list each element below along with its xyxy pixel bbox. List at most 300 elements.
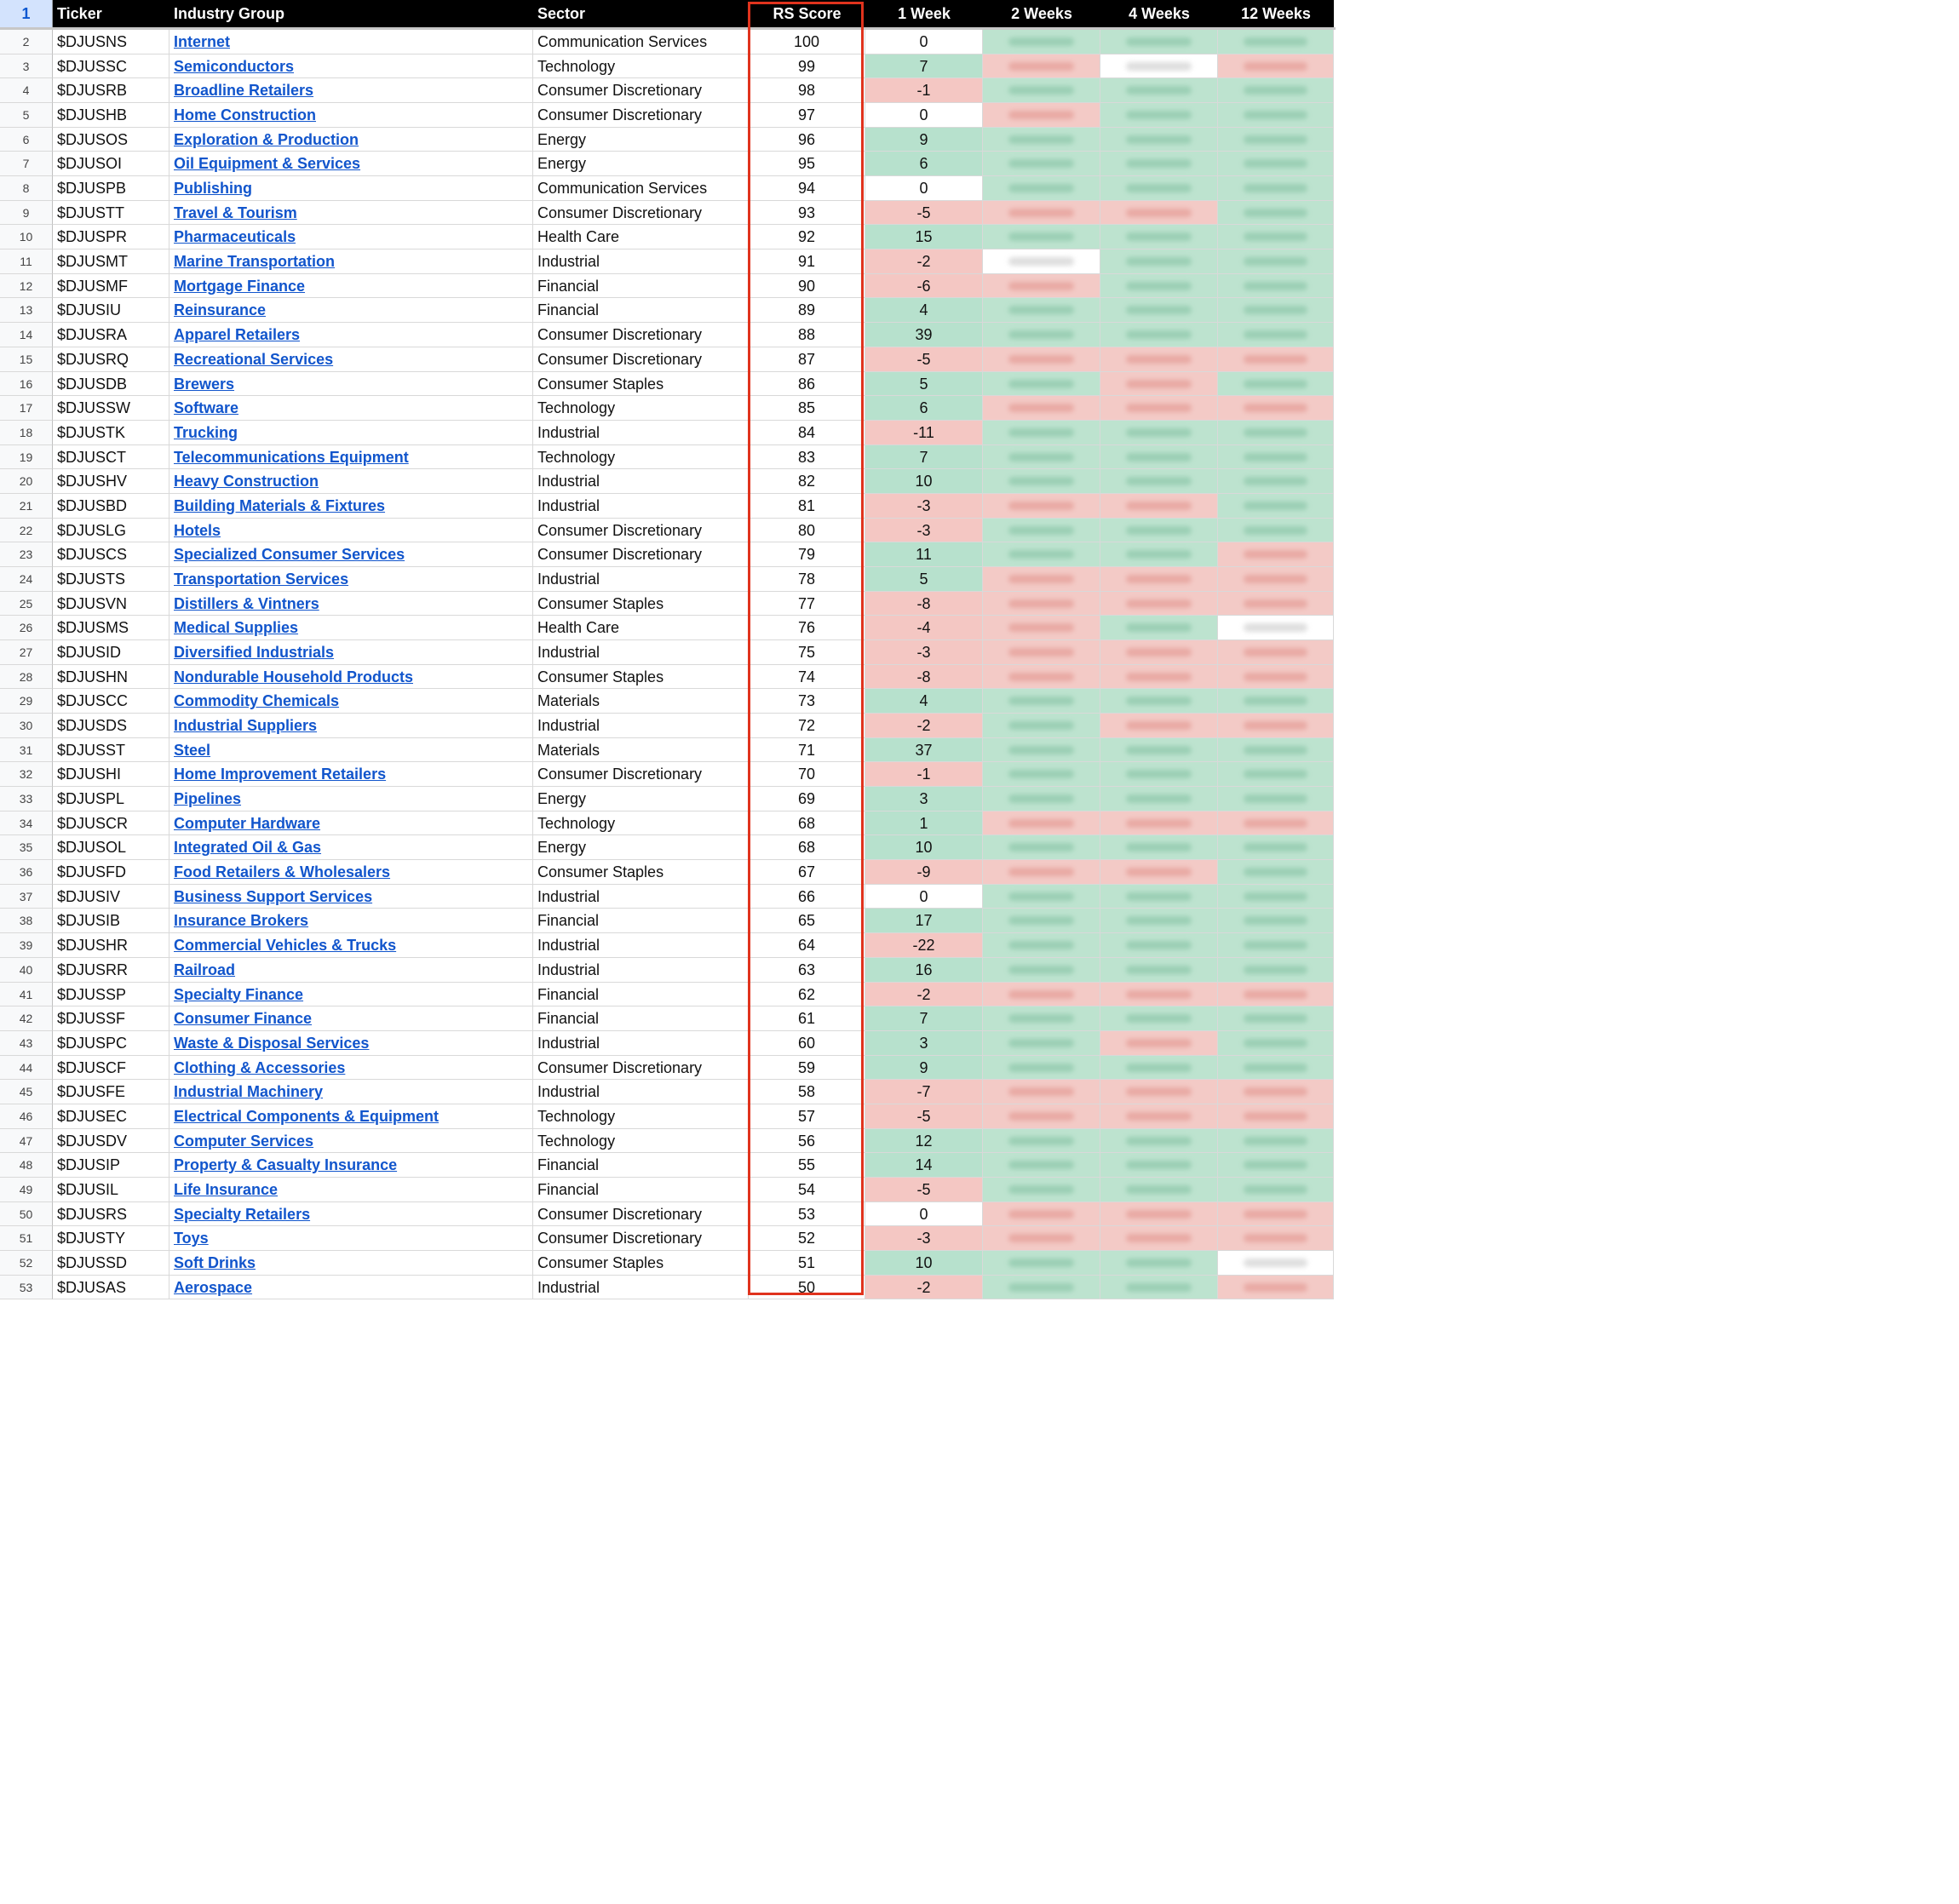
sector-cell[interactable]: Communication Services <box>533 176 749 201</box>
two-weeks-cell-blurred[interactable] <box>983 958 1100 983</box>
twelve-weeks-cell-blurred[interactable] <box>1218 54 1334 79</box>
industry-group-link[interactable]: Software <box>174 399 239 417</box>
industry-group-link[interactable]: Telecommunications Equipment <box>174 448 409 466</box>
four-weeks-cell-blurred[interactable] <box>1100 225 1218 249</box>
ticker-cell[interactable]: $DJUSHV <box>53 469 169 494</box>
sector-cell[interactable]: Consumer Discretionary <box>533 1202 749 1227</box>
industry-group-link[interactable]: Commodity Chemicals <box>174 692 340 710</box>
one-week-change-cell[interactable]: -3 <box>865 519 983 543</box>
industry-group-cell[interactable] <box>169 1226 533 1251</box>
ticker-cell[interactable]: $DJUSIU <box>53 298 169 323</box>
twelve-weeks-cell-blurred[interactable] <box>1218 396 1334 421</box>
ticker-cell[interactable]: $DJUSCF <box>53 1056 169 1081</box>
industry-group-link[interactable]: Electrical Components & Equipment <box>174 1107 439 1125</box>
industry-group-cell[interactable] <box>169 469 533 494</box>
two-weeks-cell-blurred[interactable] <box>983 298 1100 323</box>
two-weeks-cell-blurred[interactable] <box>983 1104 1100 1129</box>
row-number[interactable]: 52 <box>0 1251 53 1276</box>
row-number[interactable]: 22 <box>0 519 53 543</box>
ticker-cell[interactable]: $DJUSOL <box>53 835 169 860</box>
one-week-change-cell[interactable]: -2 <box>865 249 983 274</box>
sector-cell[interactable]: Financial <box>533 983 749 1007</box>
four-weeks-cell-blurred[interactable] <box>1100 421 1218 445</box>
one-week-change-cell[interactable]: -22 <box>865 933 983 958</box>
two-weeks-cell-blurred[interactable] <box>983 421 1100 445</box>
industry-group-cell[interactable] <box>169 1080 533 1104</box>
one-week-change-cell[interactable]: 16 <box>865 958 983 983</box>
four-weeks-cell-blurred[interactable] <box>1100 396 1218 421</box>
ticker-cell[interactable]: $DJUSTS <box>53 567 169 592</box>
four-weeks-cell-blurred[interactable] <box>1100 78 1218 103</box>
ticker-cell[interactable]: $DJUSEC <box>53 1104 169 1129</box>
industry-group-cell[interactable] <box>169 1251 533 1276</box>
rs-score-cell[interactable]: 78 <box>749 567 865 592</box>
rs-score-cell[interactable]: 62 <box>749 983 865 1007</box>
ticker-cell[interactable]: $DJUSHN <box>53 665 169 690</box>
sector-cell[interactable]: Consumer Discretionary <box>533 1226 749 1251</box>
twelve-weeks-cell-blurred[interactable] <box>1218 128 1334 152</box>
ticker-cell[interactable]: $DJUSOS <box>53 128 169 152</box>
twelve-weeks-cell-blurred[interactable] <box>1218 201 1334 226</box>
industry-group-link[interactable]: Publishing <box>174 180 252 198</box>
sector-cell[interactable]: Consumer Discretionary <box>533 323 749 347</box>
industry-group-link[interactable]: Food Retailers & Wholesalers <box>174 863 391 881</box>
row-number[interactable]: 29 <box>0 689 53 714</box>
rs-score-cell[interactable]: 89 <box>749 298 865 323</box>
row-number[interactable]: 12 <box>0 274 53 299</box>
two-weeks-cell-blurred[interactable] <box>983 1056 1100 1081</box>
ticker-cell[interactable]: $DJUSSP <box>53 983 169 1007</box>
industry-group-cell[interactable] <box>169 30 533 54</box>
ticker-cell[interactable]: $DJUSAS <box>53 1276 169 1300</box>
two-weeks-cell-blurred[interactable] <box>983 860 1100 885</box>
twelve-weeks-cell-blurred[interactable] <box>1218 567 1334 592</box>
table-row[interactable] <box>0 787 1336 811</box>
two-weeks-cell-blurred[interactable] <box>983 1153 1100 1178</box>
industry-group-cell[interactable] <box>169 225 533 249</box>
one-week-change-cell[interactable]: -4 <box>865 616 983 640</box>
industry-group-link[interactable]: Home Construction <box>174 106 317 124</box>
industry-group-cell[interactable] <box>169 762 533 787</box>
row-number[interactable]: 36 <box>0 860 53 885</box>
sector-cell[interactable]: Energy <box>533 128 749 152</box>
ticker-cell[interactable]: $DJUSBD <box>53 494 169 519</box>
industry-group-cell[interactable] <box>169 1056 533 1081</box>
four-weeks-cell-blurred[interactable] <box>1100 274 1218 299</box>
two-weeks-cell-blurred[interactable] <box>983 1129 1100 1154</box>
industry-group-link[interactable]: Medical Supplies <box>174 619 299 637</box>
one-week-change-cell[interactable]: -6 <box>865 274 983 299</box>
row-number[interactable]: 21 <box>0 494 53 519</box>
four-weeks-cell-blurred[interactable] <box>1100 1056 1218 1081</box>
rs-score-cell[interactable]: 59 <box>749 1056 865 1081</box>
rs-score-cell[interactable]: 66 <box>749 885 865 909</box>
one-week-change-cell[interactable]: -1 <box>865 78 983 103</box>
rs-score-cell[interactable]: 52 <box>749 1226 865 1251</box>
rs-score-cell[interactable]: 63 <box>749 958 865 983</box>
twelve-weeks-cell-blurred[interactable] <box>1218 225 1334 249</box>
one-week-change-cell[interactable]: 4 <box>865 689 983 714</box>
table-row[interactable] <box>0 1031 1336 1056</box>
twelve-weeks-cell-blurred[interactable] <box>1218 1178 1334 1202</box>
twelve-weeks-cell-blurred[interactable] <box>1218 860 1334 885</box>
sector-cell[interactable]: Consumer Discretionary <box>533 1056 749 1081</box>
twelve-weeks-cell-blurred[interactable] <box>1218 885 1334 909</box>
table-row[interactable] <box>0 152 1336 176</box>
industry-group-cell[interactable] <box>169 298 533 323</box>
table-row[interactable] <box>0 396 1336 421</box>
column-header-ticker[interactable]: Ticker <box>53 0 169 27</box>
four-weeks-cell-blurred[interactable] <box>1100 762 1218 787</box>
industry-group-cell[interactable] <box>169 128 533 152</box>
four-weeks-cell-blurred[interactable] <box>1100 176 1218 201</box>
table-row[interactable] <box>0 445 1336 470</box>
table-row[interactable] <box>0 274 1336 299</box>
industry-group-link[interactable]: Integrated Oil & Gas <box>174 839 322 857</box>
industry-group-link[interactable]: Toys <box>174 1230 209 1247</box>
rs-score-cell[interactable]: 60 <box>749 1031 865 1056</box>
four-weeks-cell-blurred[interactable] <box>1100 1006 1218 1031</box>
sector-cell[interactable]: Industrial <box>533 249 749 274</box>
twelve-weeks-cell-blurred[interactable] <box>1218 323 1334 347</box>
table-row[interactable] <box>0 128 1336 152</box>
two-weeks-cell-blurred[interactable] <box>983 54 1100 79</box>
rs-score-cell[interactable]: 76 <box>749 616 865 640</box>
rs-score-cell[interactable]: 72 <box>749 714 865 738</box>
four-weeks-cell-blurred[interactable] <box>1100 128 1218 152</box>
two-weeks-cell-blurred[interactable] <box>983 738 1100 763</box>
ticker-cell[interactable]: $DJUSSD <box>53 1251 169 1276</box>
ticker-cell[interactable]: $DJUSPL <box>53 787 169 811</box>
four-weeks-cell-blurred[interactable] <box>1100 30 1218 54</box>
industry-group-link[interactable]: Soft Drinks <box>174 1254 256 1271</box>
ticker-cell[interactable]: $DJUSSF <box>53 1006 169 1031</box>
twelve-weeks-cell-blurred[interactable] <box>1218 249 1334 274</box>
twelve-weeks-cell-blurred[interactable] <box>1218 103 1334 128</box>
sector-cell[interactable]: Energy <box>533 787 749 811</box>
table-row[interactable] <box>0 567 1336 592</box>
one-week-change-cell[interactable]: -5 <box>865 201 983 226</box>
two-weeks-cell-blurred[interactable] <box>983 1226 1100 1251</box>
industry-group-link[interactable]: Home Improvement Retailers <box>174 766 387 783</box>
industry-group-link[interactable]: Industrial Machinery <box>174 1083 324 1101</box>
sector-cell[interactable]: Industrial <box>533 1031 749 1056</box>
rs-score-cell[interactable]: 87 <box>749 347 865 372</box>
industry-group-cell[interactable] <box>169 835 533 860</box>
two-weeks-cell-blurred[interactable] <box>983 1006 1100 1031</box>
industry-group-link[interactable]: Heavy Construction <box>174 473 319 490</box>
twelve-weeks-cell-blurred[interactable] <box>1218 1031 1334 1056</box>
one-week-change-cell[interactable]: -1 <box>865 762 983 787</box>
one-week-change-cell[interactable]: -7 <box>865 1080 983 1104</box>
sector-cell[interactable]: Industrial <box>533 714 749 738</box>
one-week-change-cell[interactable]: 37 <box>865 738 983 763</box>
ticker-cell[interactable]: $DJUSID <box>53 640 169 665</box>
one-week-change-cell[interactable]: 6 <box>865 152 983 176</box>
industry-group-link[interactable]: Waste & Disposal Services <box>174 1034 370 1052</box>
industry-group-link[interactable]: Broadline Retailers <box>174 82 314 100</box>
row-number[interactable]: 4 <box>0 78 53 103</box>
one-week-change-cell[interactable]: 4 <box>865 298 983 323</box>
row-number[interactable]: 3 <box>0 54 53 79</box>
four-weeks-cell-blurred[interactable] <box>1100 1104 1218 1129</box>
table-row[interactable] <box>0 665 1336 690</box>
table-row[interactable] <box>0 347 1336 372</box>
sector-cell[interactable]: Communication Services <box>533 30 749 54</box>
rs-score-cell[interactable]: 71 <box>749 738 865 763</box>
two-weeks-cell-blurred[interactable] <box>983 616 1100 640</box>
industry-group-link[interactable]: Industrial Suppliers <box>174 717 318 735</box>
four-weeks-cell-blurred[interactable] <box>1100 1276 1218 1300</box>
two-weeks-cell-blurred[interactable] <box>983 30 1100 54</box>
sector-cell[interactable]: Technology <box>533 811 749 836</box>
row-number[interactable]: 49 <box>0 1178 53 1202</box>
rs-score-cell[interactable]: 57 <box>749 1104 865 1129</box>
column-header-rs-score[interactable]: RS Score <box>749 0 865 27</box>
industry-group-cell[interactable] <box>169 933 533 958</box>
table-row[interactable] <box>0 323 1336 347</box>
two-weeks-cell-blurred[interactable] <box>983 396 1100 421</box>
four-weeks-cell-blurred[interactable] <box>1100 1080 1218 1104</box>
ticker-cell[interactable]: $DJUSMF <box>53 274 169 299</box>
twelve-weeks-cell-blurred[interactable] <box>1218 811 1334 836</box>
sector-cell[interactable]: Industrial <box>533 1276 749 1300</box>
rs-score-cell[interactable]: 56 <box>749 1129 865 1154</box>
row-number[interactable]: 42 <box>0 1006 53 1031</box>
sector-cell[interactable]: Consumer Staples <box>533 665 749 690</box>
row-number[interactable]: 28 <box>0 665 53 690</box>
two-weeks-cell-blurred[interactable] <box>983 909 1100 933</box>
column-header-2-weeks[interactable]: 2 Weeks <box>983 0 1100 27</box>
rs-score-cell[interactable]: 97 <box>749 103 865 128</box>
industry-group-link[interactable]: Reinsurance <box>174 301 267 319</box>
industry-group-cell[interactable] <box>169 1129 533 1154</box>
two-weeks-cell-blurred[interactable] <box>983 372 1100 397</box>
industry-group-link[interactable]: Marine Transportation <box>174 253 336 271</box>
rs-score-cell[interactable]: 91 <box>749 249 865 274</box>
four-weeks-cell-blurred[interactable] <box>1100 152 1218 176</box>
sector-cell[interactable]: Energy <box>533 835 749 860</box>
twelve-weeks-cell-blurred[interactable] <box>1218 1153 1334 1178</box>
industry-group-link[interactable]: Consumer Finance <box>174 1010 313 1028</box>
sector-cell[interactable]: Industrial <box>533 1080 749 1104</box>
two-weeks-cell-blurred[interactable] <box>983 983 1100 1007</box>
sector-cell[interactable]: Industrial <box>533 567 749 592</box>
sector-cell[interactable]: Health Care <box>533 616 749 640</box>
two-weeks-cell-blurred[interactable] <box>983 469 1100 494</box>
industry-group-link[interactable]: Travel & Tourism <box>174 204 297 221</box>
one-week-change-cell[interactable]: 0 <box>865 103 983 128</box>
industry-group-cell[interactable] <box>169 1202 533 1227</box>
table-row[interactable] <box>0 30 1336 54</box>
sector-cell[interactable]: Financial <box>533 1153 749 1178</box>
industry-group-cell[interactable] <box>169 519 533 543</box>
industry-group-cell[interactable] <box>169 347 533 372</box>
one-week-change-cell[interactable]: -5 <box>865 347 983 372</box>
two-weeks-cell-blurred[interactable] <box>983 249 1100 274</box>
four-weeks-cell-blurred[interactable] <box>1100 103 1218 128</box>
industry-group-link[interactable]: Internet <box>174 33 231 50</box>
ticker-cell[interactable]: $DJUSFD <box>53 860 169 885</box>
ticker-cell[interactable]: $DJUSVN <box>53 592 169 617</box>
industry-group-cell[interactable] <box>169 616 533 640</box>
sector-cell[interactable]: Health Care <box>533 225 749 249</box>
table-row[interactable] <box>0 1251 1336 1276</box>
ticker-cell[interactable]: $DJUSIP <box>53 1153 169 1178</box>
table-row[interactable] <box>0 933 1336 958</box>
row-number[interactable]: 18 <box>0 421 53 445</box>
rs-score-cell[interactable]: 53 <box>749 1202 865 1227</box>
two-weeks-cell-blurred[interactable] <box>983 78 1100 103</box>
two-weeks-cell-blurred[interactable] <box>983 323 1100 347</box>
ticker-cell[interactable]: $DJUSPB <box>53 176 169 201</box>
industry-group-cell[interactable] <box>169 714 533 738</box>
sector-cell[interactable]: Technology <box>533 1104 749 1129</box>
table-row[interactable] <box>0 640 1336 665</box>
rs-score-cell[interactable]: 83 <box>749 445 865 470</box>
two-weeks-cell-blurred[interactable] <box>983 640 1100 665</box>
ticker-cell[interactable]: $DJUSDS <box>53 714 169 738</box>
column-header-industry-group[interactable]: Industry Group <box>169 0 533 27</box>
one-week-change-cell[interactable]: 7 <box>865 445 983 470</box>
four-weeks-cell-blurred[interactable] <box>1100 640 1218 665</box>
rs-score-cell[interactable]: 64 <box>749 933 865 958</box>
industry-group-cell[interactable] <box>169 274 533 299</box>
industry-group-link[interactable]: Business Support Services <box>174 887 373 905</box>
twelve-weeks-cell-blurred[interactable] <box>1218 421 1334 445</box>
row-number[interactable]: 32 <box>0 762 53 787</box>
one-week-change-cell[interactable]: 3 <box>865 787 983 811</box>
industry-group-cell[interactable] <box>169 592 533 617</box>
industry-group-link[interactable]: Distillers & Vintners <box>174 594 319 612</box>
twelve-weeks-cell-blurred[interactable] <box>1218 1202 1334 1227</box>
table-row[interactable] <box>0 372 1336 397</box>
one-week-change-cell[interactable]: -3 <box>865 494 983 519</box>
industry-group-link[interactable]: Specialized Consumer Services <box>174 546 405 564</box>
industry-group-link[interactable]: Life Insurance <box>174 1180 279 1198</box>
table-row[interactable] <box>0 983 1336 1007</box>
industry-group-cell[interactable] <box>169 885 533 909</box>
twelve-weeks-cell-blurred[interactable] <box>1218 519 1334 543</box>
industry-group-cell[interactable] <box>169 372 533 397</box>
one-week-change-cell[interactable]: 6 <box>865 396 983 421</box>
rs-score-cell[interactable]: 93 <box>749 201 865 226</box>
row-number[interactable]: 16 <box>0 372 53 397</box>
ticker-cell[interactable]: $DJUSIL <box>53 1178 169 1202</box>
sector-cell[interactable]: Consumer Discretionary <box>533 347 749 372</box>
two-weeks-cell-blurred[interactable] <box>983 1178 1100 1202</box>
one-week-change-cell[interactable]: -11 <box>865 421 983 445</box>
industry-group-cell[interactable] <box>169 860 533 885</box>
ticker-cell[interactable]: $DJUSRQ <box>53 347 169 372</box>
four-weeks-cell-blurred[interactable] <box>1100 933 1218 958</box>
rs-score-cell[interactable]: 81 <box>749 494 865 519</box>
twelve-weeks-cell-blurred[interactable] <box>1218 542 1334 567</box>
column-header-1-week[interactable]: 1 Week <box>865 0 983 27</box>
four-weeks-cell-blurred[interactable] <box>1100 249 1218 274</box>
two-weeks-cell-blurred[interactable] <box>983 592 1100 617</box>
sector-cell[interactable]: Financial <box>533 274 749 299</box>
industry-group-link[interactable]: Property & Casualty Insurance <box>174 1156 398 1174</box>
rs-score-cell[interactable]: 74 <box>749 665 865 690</box>
ticker-cell[interactable]: $DJUSCS <box>53 542 169 567</box>
sector-cell[interactable]: Financial <box>533 298 749 323</box>
industry-group-cell[interactable] <box>169 103 533 128</box>
one-week-change-cell[interactable]: 0 <box>865 176 983 201</box>
four-weeks-cell-blurred[interactable] <box>1100 1178 1218 1202</box>
four-weeks-cell-blurred[interactable] <box>1100 689 1218 714</box>
industry-group-link[interactable]: Clothing & Accessories <box>174 1058 346 1076</box>
industry-group-link[interactable]: Apparel Retailers <box>174 326 301 344</box>
two-weeks-cell-blurred[interactable] <box>983 567 1100 592</box>
table-row[interactable] <box>0 78 1336 103</box>
four-weeks-cell-blurred[interactable] <box>1100 372 1218 397</box>
sector-cell[interactable]: Industrial <box>533 933 749 958</box>
row-number[interactable]: 34 <box>0 811 53 836</box>
twelve-weeks-cell-blurred[interactable] <box>1218 152 1334 176</box>
industry-group-cell[interactable] <box>169 176 533 201</box>
four-weeks-cell-blurred[interactable] <box>1100 616 1218 640</box>
twelve-weeks-cell-blurred[interactable] <box>1218 1251 1334 1276</box>
four-weeks-cell-blurred[interactable] <box>1100 835 1218 860</box>
sector-cell[interactable]: Consumer Discretionary <box>533 201 749 226</box>
column-header-4-weeks[interactable]: 4 Weeks <box>1100 0 1218 27</box>
industry-group-cell[interactable] <box>169 787 533 811</box>
rs-score-cell[interactable]: 70 <box>749 762 865 787</box>
one-week-change-cell[interactable]: -3 <box>865 640 983 665</box>
ticker-cell[interactable]: $DJUSPR <box>53 225 169 249</box>
rs-score-cell[interactable]: 69 <box>749 787 865 811</box>
table-row[interactable] <box>0 616 1336 640</box>
twelve-weeks-cell-blurred[interactable] <box>1218 689 1334 714</box>
row-number[interactable]: 47 <box>0 1129 53 1154</box>
table-row[interactable] <box>0 298 1336 323</box>
four-weeks-cell-blurred[interactable] <box>1100 519 1218 543</box>
one-week-change-cell[interactable]: 9 <box>865 1056 983 1081</box>
two-weeks-cell-blurred[interactable] <box>983 1251 1100 1276</box>
industry-group-cell[interactable] <box>169 542 533 567</box>
two-weeks-cell-blurred[interactable] <box>983 933 1100 958</box>
sector-cell[interactable]: Materials <box>533 738 749 763</box>
rs-score-cell[interactable]: 86 <box>749 372 865 397</box>
rs-score-cell[interactable]: 79 <box>749 542 865 567</box>
two-weeks-cell-blurred[interactable] <box>983 128 1100 152</box>
twelve-weeks-cell-blurred[interactable] <box>1218 640 1334 665</box>
twelve-weeks-cell-blurred[interactable] <box>1218 592 1334 617</box>
twelve-weeks-cell-blurred[interactable] <box>1218 176 1334 201</box>
rs-score-cell[interactable]: 51 <box>749 1251 865 1276</box>
twelve-weeks-cell-blurred[interactable] <box>1218 274 1334 299</box>
rs-score-cell[interactable]: 99 <box>749 54 865 79</box>
industry-group-cell[interactable] <box>169 1006 533 1031</box>
four-weeks-cell-blurred[interactable] <box>1100 885 1218 909</box>
row-number[interactable]: 31 <box>0 738 53 763</box>
twelve-weeks-cell-blurred[interactable] <box>1218 372 1334 397</box>
row-number[interactable]: 39 <box>0 933 53 958</box>
twelve-weeks-cell-blurred[interactable] <box>1218 835 1334 860</box>
one-week-change-cell[interactable]: 5 <box>865 567 983 592</box>
one-week-change-cell[interactable]: 39 <box>865 323 983 347</box>
industry-group-link[interactable]: Exploration & Production <box>174 130 359 148</box>
sector-cell[interactable]: Consumer Discretionary <box>533 519 749 543</box>
table-row[interactable] <box>0 1080 1336 1104</box>
two-weeks-cell-blurred[interactable] <box>983 787 1100 811</box>
row-number[interactable]: 33 <box>0 787 53 811</box>
industry-group-cell[interactable] <box>169 249 533 274</box>
one-week-change-cell[interactable]: 7 <box>865 54 983 79</box>
ticker-cell[interactable]: $DJUSRB <box>53 78 169 103</box>
rs-score-cell[interactable]: 88 <box>749 323 865 347</box>
